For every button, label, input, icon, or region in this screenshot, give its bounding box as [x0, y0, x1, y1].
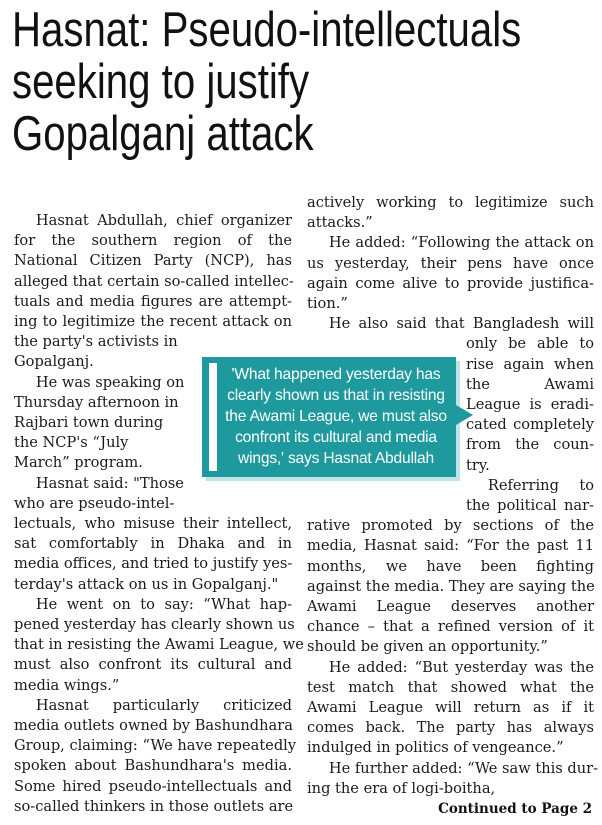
text-line: the party's activists in [14, 333, 178, 351]
text-line: actively working to legitimize such [307, 194, 594, 211]
text-line: months, we have been fighting [307, 557, 594, 575]
text-line: He went on to say: “What hap- [14, 595, 292, 613]
text-line: He was speaking on [14, 373, 185, 391]
pull-quote-line: confront its cultural and media [235, 429, 437, 446]
text-line: rise again when [466, 355, 594, 373]
text-line: He added: “But yesterday was the [307, 658, 594, 676]
text-line: March” program. [14, 454, 143, 472]
text-line: cated completely [466, 416, 594, 434]
text-line: League is eradi- [466, 396, 594, 413]
text-line: the NCP's “July [14, 434, 129, 452]
text-line: again come alive to provide justifica- [307, 274, 594, 292]
text-line: only be able to [466, 335, 594, 353]
pull-quote-text [220, 364, 452, 469]
pull-quote [202, 357, 456, 477]
text-line: the Awami [466, 375, 594, 393]
text-line: terday's attack on us in Gopalganj." [14, 575, 279, 593]
text-line: Hasnat said: "Those [14, 474, 184, 492]
text-line: spoken about Bashundhara's media. [14, 757, 292, 775]
text-line: He added: “Following the attack on [307, 234, 594, 252]
text-line: ing to legitimize the recent attack on [14, 313, 292, 330]
headline-line: seeking to justify [12, 55, 310, 109]
text-line: who are pseudo-intel- [14, 494, 175, 512]
text-line: Rajbari town during [14, 414, 164, 431]
text-line: media wings.” [14, 676, 120, 694]
headline-line: Gopalganj attack [12, 107, 314, 161]
text-line: Hasnat particularly criticized [14, 696, 292, 714]
text-line: lectuals, who misuse their intellect, [14, 515, 292, 532]
pull-quote-line: the Awami League, we must also [225, 408, 447, 425]
text-line: comes back. The party has always [307, 719, 594, 737]
text-line: ing the era of logi-boitha, [307, 779, 496, 797]
text-line: tion.” [307, 295, 348, 312]
pull-quote-line: 'What happened yesterday has [231, 366, 441, 383]
text-line: rative promoted by sections of the [307, 517, 594, 535]
text-line: from the coun- [466, 436, 594, 454]
text-line: tuals and media figures are attempt- [14, 292, 292, 310]
text-line: test match that showed what the [307, 678, 594, 696]
text-line: Awami League will return as if it [307, 699, 594, 716]
text-line: He further added: “We saw this dur- [307, 759, 599, 777]
text-line: must also confront its cultural and [14, 656, 292, 674]
text-line: Gopalganj. [14, 353, 94, 371]
text-line: should be given an opportunity.” [307, 638, 548, 656]
text-line: media outlets owned by Bashundhara [14, 717, 293, 734]
text-line: the political nar- [466, 497, 594, 514]
continued-link[interactable]: Continued to Page 2 [438, 801, 592, 817]
text-line: for the southern region of the [14, 232, 292, 250]
text-line: Some hired pseudo-intellectuals and [14, 777, 292, 795]
headline-line: Hasnat: Pseudo-intellectuals [12, 3, 522, 57]
text-line: Hasnat Abdullah, chief organizer [14, 212, 292, 229]
text-line: media, Hasnat said: “For the past 11 [307, 537, 594, 555]
text-line: media offices, and tried to justify yes- [14, 555, 293, 573]
text-line: alleged that certain so-called intellec- [14, 272, 294, 290]
text-line: chance – that a refined version of it [307, 618, 594, 636]
text-line: Referring to [466, 476, 594, 494]
text-line: us yesterday, their pens have once [307, 254, 594, 272]
text-line: indulged in politics of vengeance.” [307, 739, 564, 757]
pull-quote-bar [209, 363, 217, 471]
pull-quote-line: clearly shown us that in resisting [227, 387, 445, 404]
text-line: so-called thinkers in those outlets are [14, 797, 294, 815]
text-line: that in resisting the Awami League, we [14, 636, 304, 654]
text-line: National Citizen Party (NCP), has [14, 252, 292, 270]
text-line: Awami League deserves another [307, 598, 594, 615]
text-line: against the media. They are saying the [307, 577, 595, 595]
text-line: Group, claiming: “We have repeatedly [14, 737, 297, 755]
text-line: Thursday afternoon in [14, 393, 179, 411]
text-line: try. [466, 456, 490, 474]
text-line: He also said that Bangladesh will [307, 315, 594, 333]
text-line: sat comfortably in Dhaka and in [14, 535, 292, 553]
text-line: attacks.” [307, 214, 373, 232]
text-line: pened yesterday has clearly shown us [14, 616, 295, 633]
pull-quote-line: wings,' says Hasnat Abdullah [238, 450, 434, 467]
headline [12, 3, 522, 161]
